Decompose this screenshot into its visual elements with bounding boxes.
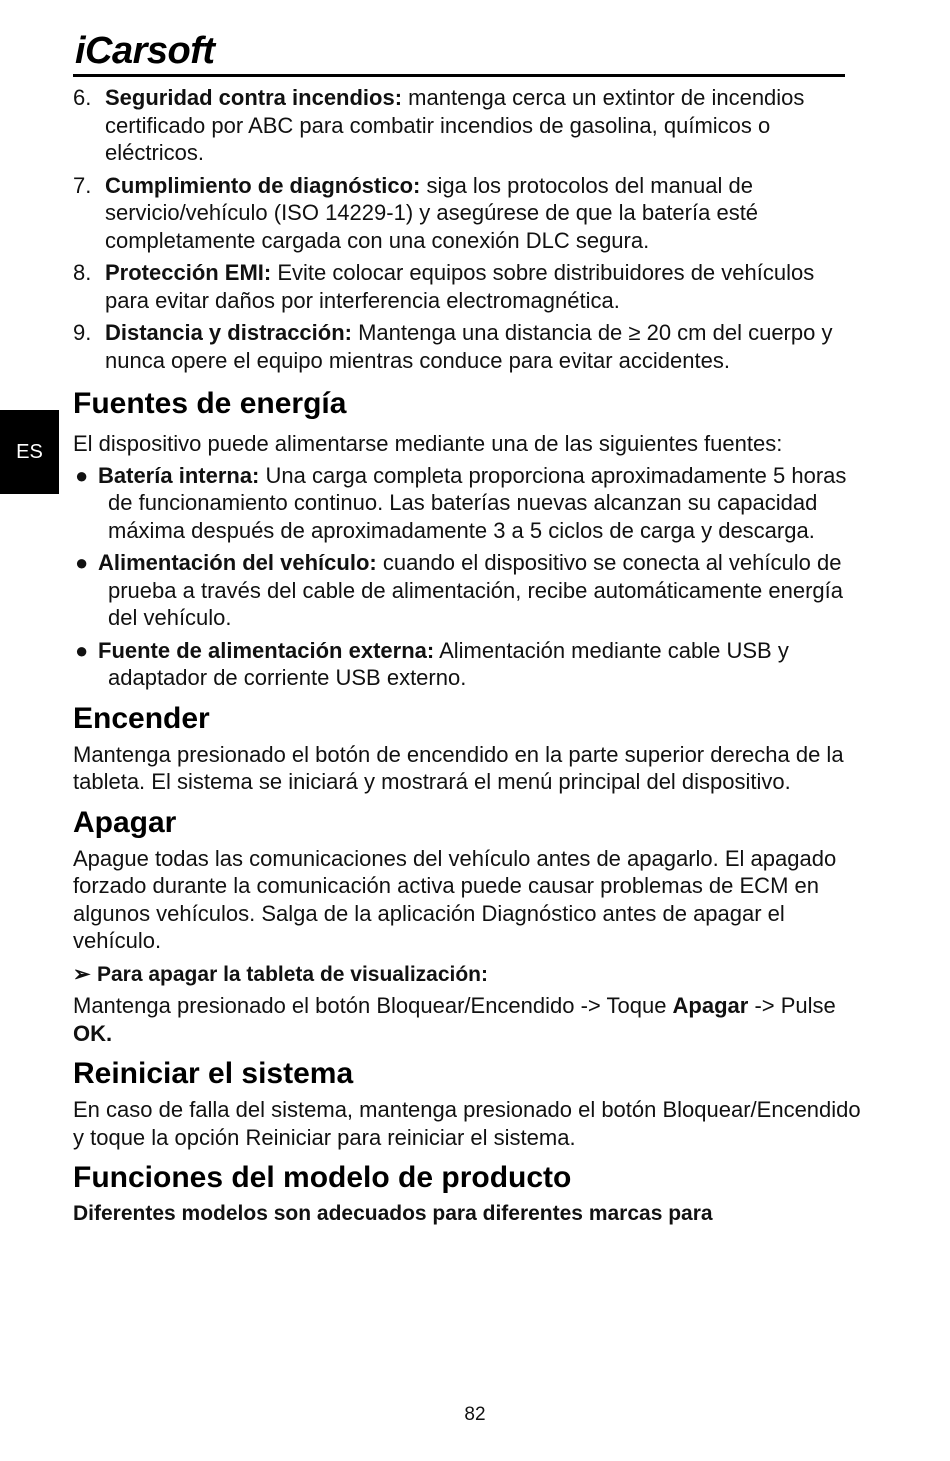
- section-heading: Fuentes de energía: [73, 387, 347, 420]
- language-tab: ES: [0, 410, 59, 494]
- item-lead: Protección EMI:: [105, 260, 272, 285]
- page-content: [73, 84, 863, 1228]
- item-lead: Distancia y distracción:: [105, 320, 352, 345]
- bullet-icon: ●: [75, 550, 89, 575]
- header-rule: [73, 74, 845, 77]
- item-lead: Fuente de alimentación externa:: [98, 637, 435, 663]
- subheading: [73, 961, 863, 989]
- safety-list: [73, 84, 863, 374]
- item-text: Una carga completa proporciona aproximadamente 5 horas de funcionamiento continuo. Las baterías nuevas alcanzan su capacidad máxima después de aproximadamente 3 a 5 ciclos de carga y descarga.: [108, 462, 847, 543]
- instruction-part: Mantenga presionado el botón Bloquear/Encendido -> Toque: [73, 993, 673, 1018]
- item-text: Mantenga una distancia de ≥ 20 cm del cuerpo y nunca opere el equipo mientras conduce para evitar accidentes.: [105, 320, 833, 373]
- item-text: Evite colocar equipos sobre distribuidores de vehículos para evitar daños por interferencia electromagnética.: [105, 260, 815, 313]
- list-item: [73, 319, 863, 374]
- item-lead: Cumplimiento de diagnóstico:: [105, 172, 421, 198]
- section-text: Mantenga presionado el botón de encendido en la parte superior derecha de la tableta. El sistema se iniciará y mostrará el menú principal del dispositivo.: [73, 741, 844, 794]
- power-sources-section: [73, 386, 863, 692]
- list-item: [73, 462, 863, 545]
- section-intro: El dispositivo puede alimentarse mediante una de las siguientes fuentes:: [73, 431, 783, 456]
- subheading-text: Para apagar la tableta de visualización:: [97, 962, 488, 986]
- models-section: [73, 1160, 863, 1228]
- list-item: [73, 172, 863, 255]
- power-off-section: [73, 805, 863, 1048]
- item-lead: Alimentación del vehículo:: [98, 550, 377, 575]
- item-lead: Batería interna:: [98, 462, 260, 488]
- item-number: 9.: [73, 320, 92, 345]
- item-number: 6.: [73, 85, 92, 110]
- section-text: En caso de falla del sistema, mantenga presionado el botón Bloquear/Encendido y toque la opción Reiniciar para reiniciar el sistema.: [73, 1097, 861, 1150]
- list-item: [73, 637, 863, 692]
- section-text: Apague todas las comunicaciones del vehículo antes de apagarlo. El apagado forzado durante la comunicación activa puede causar problemas de ECM en algunos vehículos. Salga de la aplicación Diagnóstico antes de apagar el vehículo.: [73, 845, 837, 953]
- bullet-icon: ●: [75, 637, 89, 663]
- list-item: [73, 549, 863, 632]
- restart-section: [73, 1056, 863, 1151]
- item-text: Alimentación mediante cable USB y adaptador de corriente USB externo.: [108, 637, 789, 690]
- item-text: mantenga cerca un extintor de incendios certificado por ABC para combatir incendios de gasolina, químicos o eléctricos.: [105, 85, 805, 165]
- page-number: 82: [464, 1404, 486, 1425]
- section-heading: Funciones del modelo de producto: [73, 1161, 572, 1194]
- item-text: siga los protocolos del manual de servicio/vehículo (ISO 14229-1) y asegúrese de que la batería esté completamente cargada con una conexión DLC segura.: [105, 172, 759, 253]
- instruction-text: [73, 992, 863, 1047]
- item-text: cuando el dispositivo se conecta al vehículo de prueba a través del cable de alimentación, recibe automáticamente energía del vehículo.: [108, 550, 844, 630]
- power-on-section: [73, 701, 863, 796]
- item-number: 7.: [73, 172, 92, 198]
- instruction-part: -> Pulse: [748, 993, 836, 1018]
- bullet-icon: ●: [75, 462, 89, 488]
- section-heading: Encender: [73, 701, 210, 735]
- instruction-bold: OK.: [73, 1020, 113, 1046]
- item-number: 8.: [73, 260, 92, 285]
- list-item: [73, 84, 863, 167]
- instruction-bold: Apagar: [672, 993, 749, 1018]
- arrowhead-icon: ➢: [73, 962, 91, 986]
- item-lead: Seguridad contra incendios:: [105, 85, 403, 110]
- section-heading: Apagar: [73, 805, 177, 839]
- section-text: Diferentes modelos son adecuados para diferentes marcas para: [73, 1202, 713, 1225]
- section-heading: Reiniciar el sistema: [73, 1057, 354, 1090]
- brand-logo: iCarsoft: [75, 30, 215, 72]
- list-item: [73, 259, 863, 314]
